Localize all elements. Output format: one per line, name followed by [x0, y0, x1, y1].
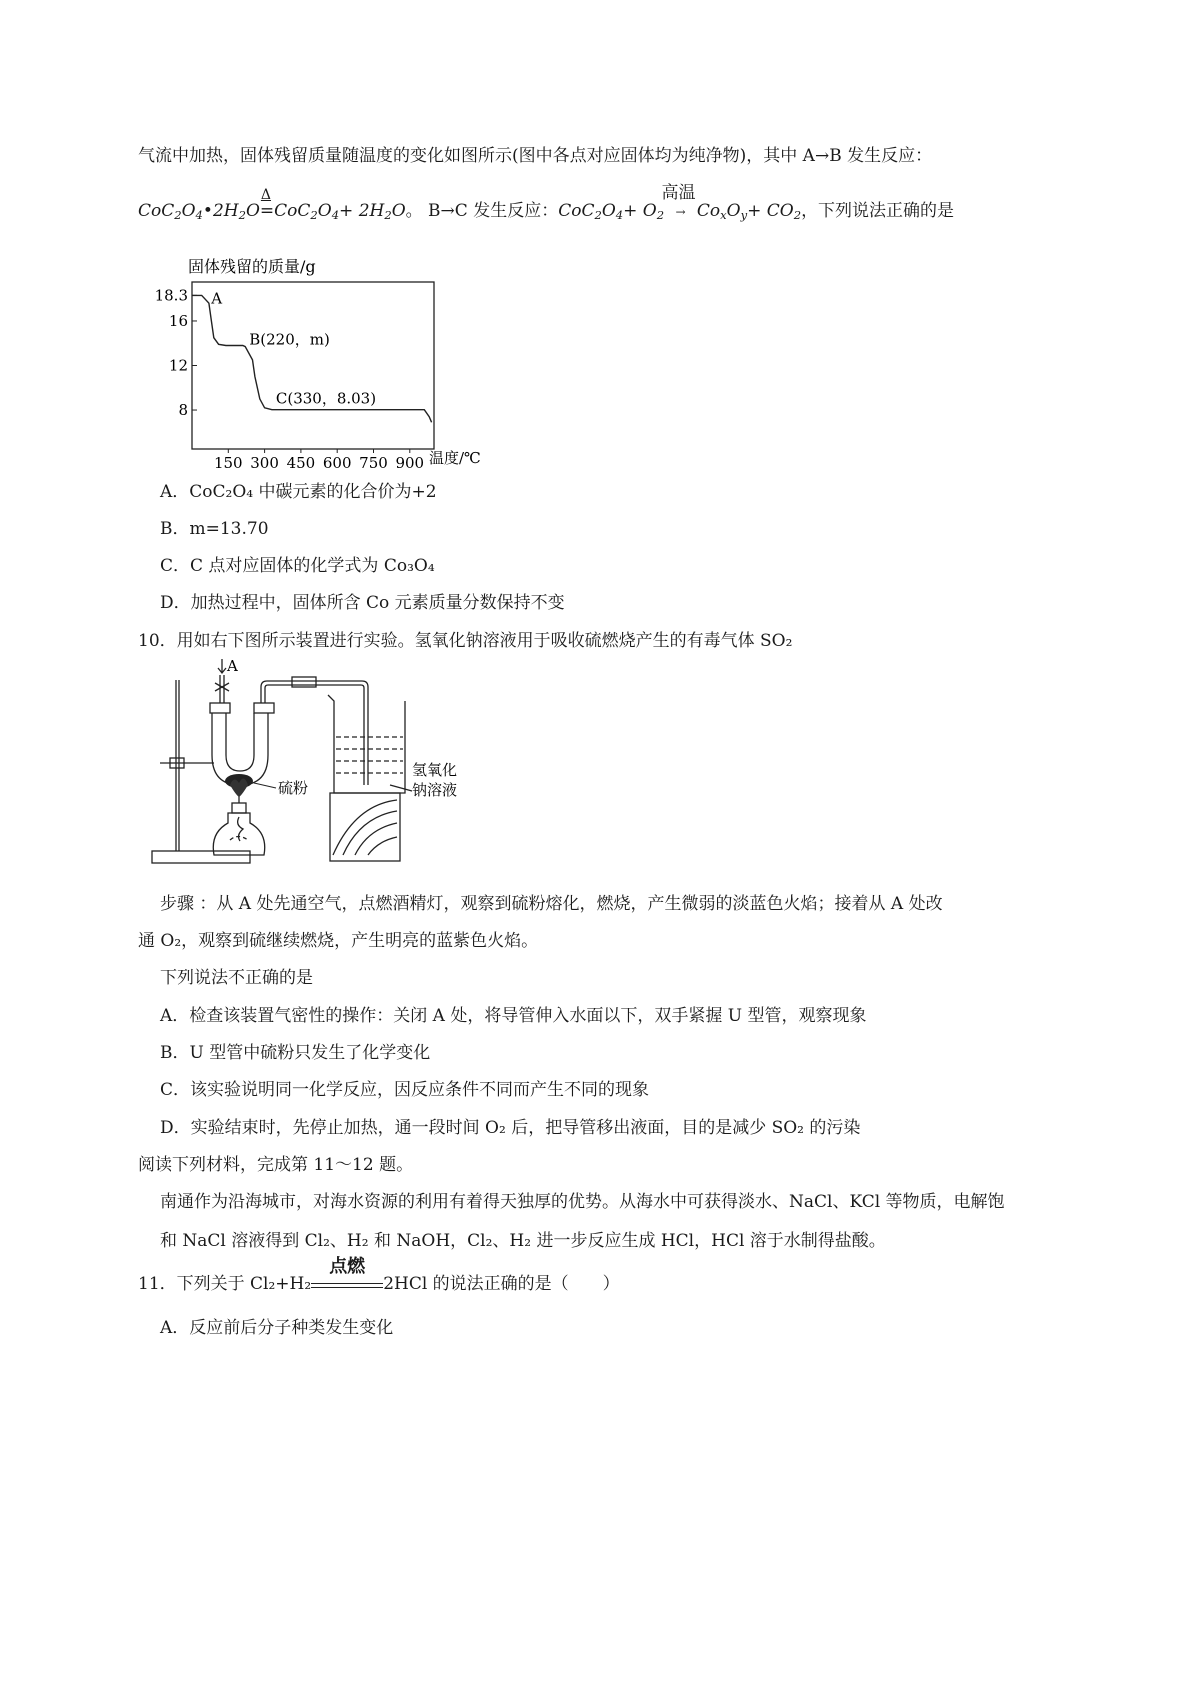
q9-option-d: D．加热过程中，固体所含 Co 元素质量分数保持不变	[160, 593, 565, 613]
point-label: B(220，m)	[249, 330, 330, 349]
x-tick-label: 900	[395, 454, 425, 472]
chart-xlabel: 温度/℃	[429, 449, 481, 467]
q9-tail: ，下列说法正确的是	[801, 201, 955, 221]
point-label: A	[211, 289, 223, 308]
q11-stem	[138, 1256, 620, 1294]
reading-para-line-2: 和 NaCl 溶液得到 Cl₂、H₂ 和 NaOH，Cl₂、H₂ 进一步反应生成 HCl，HCl 溶于水制得盐酸。	[160, 1231, 886, 1251]
q10-stem: 10．用如右下图所示装置进行实验。氢氧化钠溶液用于吸收硫燃烧产生的有毒气体 SO₂	[138, 631, 793, 651]
y-tick-label: 8	[178, 401, 188, 420]
y-tick-label: 18.3	[154, 286, 188, 305]
y-tick-label: 16	[168, 311, 188, 330]
eq2-products: $Co_xO_y+ CO_2$	[696, 201, 802, 223]
eq1-product-1: $CoC_2O_4$	[274, 201, 340, 223]
q9-option-b: B．m=13.70	[160, 519, 269, 539]
eq1-reactant-1: $CoC_2O_4$	[138, 201, 203, 223]
x-tick-label: 150	[213, 454, 243, 472]
point-label: C(330，8.03)	[275, 389, 377, 408]
q11-prefix: 11．下列关于 Cl₂+H₂	[138, 1274, 312, 1294]
wooden-block	[330, 793, 400, 861]
eq2-condition: 高温 →	[661, 183, 696, 219]
reading-instruction: 阅读下列材料，完成第 11～12 题。	[138, 1155, 414, 1175]
x-tick-label: 600	[322, 454, 352, 472]
q11-suffix: 2HCl 的说法正确的是（ ）	[383, 1274, 620, 1294]
q11-condition: 点燃	[311, 1276, 383, 1293]
eq1-period: 。	[405, 201, 423, 221]
label-sulfur: 硫粉	[278, 779, 309, 797]
mass-temperature-chart	[150, 255, 500, 477]
q10-option-d: D．实验结束时，先停止加热，通一段时间 O₂ 后，把导管移出液面，目的是减少 SO₂ 的污染	[160, 1118, 861, 1138]
q9-equations-line	[138, 183, 955, 223]
q10-steps-line-1: 步骤 ：从 A 处先通空气，点燃酒精灯，观察到硫粉熔化，燃烧，产生微弱的淡蓝色火焰；接着从 A 处改	[160, 894, 943, 914]
u-tube	[210, 703, 274, 785]
q9-intro: 气流中加热，固体残留质量随温度的变化如图所示(图中各点对应固体均为纯净物)，其中 A→B 发生反应：	[138, 146, 933, 166]
x-tick-label: 750	[359, 454, 388, 472]
apparatus-diagram	[150, 655, 480, 885]
q10-steps-line-2: 通 O₂，观察到硫继续燃烧，产生明亮的蓝紫色火焰。	[138, 931, 539, 951]
bc-prefix: B→C 发生反应：	[428, 201, 559, 221]
eq1-reactant-2: $2H_2O$	[212, 201, 260, 223]
eq2-reactants: $CoC_2O_4+ O_2$	[558, 201, 665, 223]
chart-ylabel: 固体残留的质量/g	[188, 257, 316, 276]
q10-option-c: C．该实验说明同一化学反应，因反应条件不同而产生不同的现象	[160, 1080, 650, 1100]
eq1-condition: Δ =	[259, 187, 275, 221]
eq1-dot: •	[202, 201, 213, 221]
q9-option-c: C．C 点对应固体的化学式为 Co₃O₄	[160, 556, 435, 576]
x-tick-label: 300	[250, 454, 279, 472]
label-naoh-2: 钠溶液	[412, 781, 458, 799]
alcohol-lamp	[213, 787, 264, 855]
q11-option-a: A．反应前后分子种类发生变化	[160, 1318, 394, 1338]
chart-frame	[192, 282, 434, 449]
beaker	[328, 695, 412, 793]
q10-question: 下列说法不正确的是	[160, 968, 313, 988]
label-naoh-1: 氢氧化	[412, 761, 458, 779]
y-tick-label: 12	[168, 356, 188, 375]
eq1-product-2: + $2H_2O$	[339, 201, 406, 223]
delivery-tube	[261, 677, 368, 785]
q9-option-a: A．CoC₂O₄ 中碳元素的化合价为+2	[160, 482, 437, 502]
reading-para-line-1: 南通作为沿海城市，对海水资源的利用有着得天独厚的优势。从海水中可获得淡水、NaCl、KCl 等物质，电解饱	[160, 1192, 1005, 1212]
label-a: A	[227, 657, 238, 675]
x-tick-label: 450	[286, 454, 316, 472]
iron-stand	[152, 680, 250, 863]
q10-option-a: A．检查该装置气密性的操作：关闭 A 处，将导管伸入水面以下，双手紧握 U 型管，观察现象	[160, 1006, 867, 1026]
q10-option-b: B．U 型管中硫粉只发生了化学变化	[160, 1043, 431, 1063]
